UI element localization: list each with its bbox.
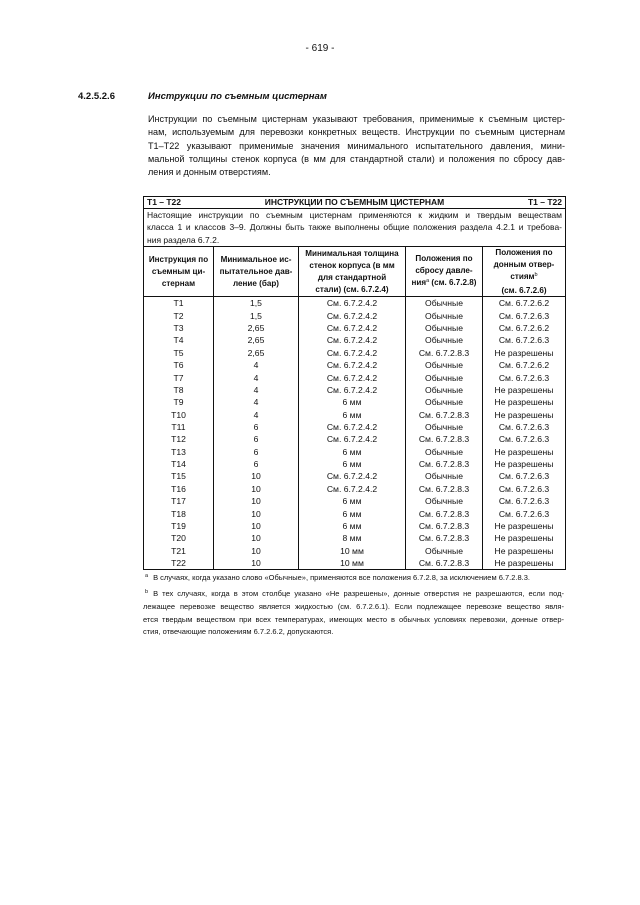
footnote-b — [143, 588, 564, 638]
cell-test-pressure: 10 — [214, 545, 299, 557]
cell-test-pressure: 1,5 — [214, 310, 299, 322]
cell-instruction: Т8 — [144, 384, 214, 396]
cell-test-pressure: 6 — [214, 446, 299, 458]
cell-bottom-openings: Не разрешены — [483, 347, 566, 359]
cell-test-pressure: 4 — [214, 409, 299, 421]
cell-test-pressure: 10 — [214, 508, 299, 520]
column-header-line — [300, 272, 404, 284]
cell-instruction: Т17 — [144, 495, 214, 507]
cell-instruction: Т5 — [144, 347, 214, 359]
cell-bottom-openings: См. 6.7.2.6.3 — [483, 372, 566, 384]
intro-line: Инструкции по съемным цистернам указывают требования, применимые к съемным цистер- — [148, 114, 565, 124]
table-title-cell — [144, 197, 566, 209]
cell-bottom-openings: Не разрешены — [483, 532, 566, 544]
cell-instruction: Т7 — [144, 372, 214, 384]
footnotes — [143, 572, 564, 638]
cell-bottom-openings: Не разрешены — [483, 545, 566, 557]
cell-instruction: Т16 — [144, 483, 214, 495]
cell-shell-thickness: См. 6.7.2.4.2 — [299, 372, 406, 384]
cell-bottom-openings: Не разрешены — [483, 557, 566, 570]
table-row — [144, 483, 566, 495]
cell-bottom-openings: См. 6.7.2.6.3 — [483, 483, 566, 495]
cell-instruction: Т12 — [144, 433, 214, 445]
footnote-mark: b — [145, 588, 149, 595]
cell-shell-thickness: 6 мм — [299, 520, 406, 532]
column-header-text: сбросу давле- — [415, 265, 473, 275]
column-header-line — [215, 254, 297, 266]
cell-instruction: Т10 — [144, 409, 214, 421]
footnote-line: ется твердым веществом при всех температурах, имеющих место в обычных условиях перевозки, донные отвер- — [143, 614, 564, 624]
column-header-text: съемным ци- — [151, 266, 206, 276]
column-header-line — [145, 254, 212, 266]
cell-bottom-openings: См. 6.7.2.6.2 — [483, 297, 566, 310]
column-header-text: Инструкция по — [148, 255, 209, 265]
cell-bottom-openings: См. 6.7.2.6.3 — [483, 433, 566, 445]
cell-pressure-relief: Обычные — [406, 322, 483, 334]
column-header-text: стиям — [510, 271, 535, 281]
cell-shell-thickness: 6 мм — [299, 458, 406, 470]
cell-pressure-relief: Обычные — [406, 396, 483, 408]
cell-shell-thickness: См. 6.7.2.4.2 — [299, 421, 406, 433]
table-row — [144, 384, 566, 396]
section-title: Инструкции по съемным цистернам — [148, 91, 327, 102]
cell-instruction: Т11 — [144, 421, 214, 433]
table-title-bar — [147, 197, 562, 208]
cell-test-pressure: 4 — [214, 384, 299, 396]
footnote-a — [143, 572, 564, 585]
cell-shell-thickness: См. 6.7.2.4.2 — [299, 334, 406, 346]
table-row — [144, 458, 566, 470]
column-header-line — [407, 277, 481, 291]
cell-pressure-relief: См. 6.7.2.8.3 — [406, 508, 483, 520]
intro-line: мальной толщины стенок корпуса (в мм для стандартной стали) и положения по сбросу дав- — [148, 153, 565, 164]
cell-instruction: Т21 — [144, 545, 214, 557]
column-header-text: для стандартной — [317, 272, 387, 282]
column-header-line — [407, 253, 481, 265]
column-header-line — [145, 266, 212, 278]
column-header-line — [300, 248, 404, 260]
cell-test-pressure: 10 — [214, 483, 299, 495]
cell-test-pressure: 2,65 — [214, 347, 299, 359]
cell-test-pressure: 2,65 — [214, 322, 299, 334]
table-row — [144, 470, 566, 482]
cell-pressure-relief: См. 6.7.2.8.3 — [406, 557, 483, 570]
cell-bottom-openings: См. 6.7.2.6.3 — [483, 421, 566, 433]
table-note-row — [144, 209, 566, 247]
column-header-line — [484, 247, 564, 259]
cell-pressure-relief: Обычные — [406, 545, 483, 557]
table-note-line: ния раздела 6.7.2. — [147, 234, 220, 245]
cell-test-pressure: 10 — [214, 495, 299, 507]
intro-line: Т1–Т22 указывают применимые значения минимального испытательного давления, мини- — [148, 140, 565, 151]
cell-bottom-openings: См. 6.7.2.6.3 — [483, 508, 566, 520]
column-header-text: Положения по — [495, 248, 553, 258]
cell-instruction: Т15 — [144, 470, 214, 482]
cell-pressure-relief: См. 6.7.2.8.3 — [406, 409, 483, 421]
table-row — [144, 347, 566, 359]
footnote-line — [143, 588, 564, 601]
cell-instruction: Т4 — [144, 334, 214, 346]
cell-shell-thickness: См. 6.7.2.4.2 — [299, 297, 406, 310]
cell-shell-thickness: 10 мм — [299, 557, 406, 570]
cell-pressure-relief: Обычные — [406, 421, 483, 433]
cell-test-pressure: 4 — [214, 372, 299, 384]
intro-line: ления и донным отверстиям. — [148, 167, 271, 178]
cell-pressure-relief: См. 6.7.2.8.3 — [406, 458, 483, 470]
cell-instruction: Т1 — [144, 297, 214, 310]
cell-pressure-relief: Обычные — [406, 297, 483, 310]
table-title: ИНСТРУКЦИИ ПО СЪЕМНЫМ ЦИСТЕРНАМ — [264, 197, 445, 207]
cell-pressure-relief: Обычные — [406, 359, 483, 371]
cell-shell-thickness: См. 6.7.2.4.2 — [299, 310, 406, 322]
cell-shell-thickness: 6 мм — [299, 508, 406, 520]
cell-instruction: Т9 — [144, 396, 214, 408]
cell-shell-thickness: См. 6.7.2.4.2 — [299, 483, 406, 495]
section-number: 4.2.5.2.6 — [78, 91, 115, 102]
column-header-text: донным отвер- — [493, 260, 555, 270]
cell-shell-thickness: См. 6.7.2.4.2 — [299, 359, 406, 371]
column-header-text: Положения по — [415, 254, 473, 264]
cell-test-pressure: 1,5 — [214, 297, 299, 310]
table-row — [144, 322, 566, 334]
cell-shell-thickness: См. 6.7.2.4.2 — [299, 433, 406, 445]
cell-shell-thickness: 6 мм — [299, 495, 406, 507]
column-header-line — [145, 278, 212, 290]
table-row — [144, 495, 566, 507]
cell-shell-thickness: См. 6.7.2.4.2 — [299, 322, 406, 334]
footnote-reference: b — [534, 271, 538, 278]
cell-shell-thickness: 6 мм — [299, 409, 406, 421]
table-row — [144, 372, 566, 384]
cell-pressure-relief: См. 6.7.2.8.3 — [406, 532, 483, 544]
table-row — [144, 557, 566, 570]
cell-shell-thickness: 8 мм — [299, 532, 406, 544]
footnote-line: лежащее перевозке вещество является жидкостью (см. 6.7.2.6.1). Если подлежащее перевозке вещество явля- — [143, 602, 564, 612]
column-header-text: пытательное дав- — [219, 266, 293, 276]
cell-shell-thickness: 6 мм — [299, 446, 406, 458]
table-row — [144, 359, 566, 371]
column-header-text: ление (бар) — [233, 278, 279, 288]
cell-pressure-relief: Обычные — [406, 470, 483, 482]
cell-instruction: Т19 — [144, 520, 214, 532]
cell-instruction: Т14 — [144, 458, 214, 470]
column-header-line — [484, 259, 564, 271]
table-note-line: класса 1 и классов 3–9. Должны быть также выполнены общие положения раздела 4.2.1 и требова- — [147, 222, 563, 233]
cell-bottom-openings: Не разрешены — [483, 446, 566, 458]
cell-shell-thickness: См. 6.7.2.4.2 — [299, 384, 406, 396]
table-row — [144, 297, 566, 310]
table-row — [144, 310, 566, 322]
cell-bottom-openings: Не разрешены — [483, 458, 566, 470]
column-header-instruction — [144, 247, 214, 297]
table-title-row — [144, 197, 566, 209]
cell-bottom-openings: См. 6.7.2.6.3 — [483, 310, 566, 322]
footnote-text: В тех случаях, когда в этом столбце указано «Не разрешены», донные отверстия не разрешаются, если под- — [153, 588, 564, 598]
cell-pressure-relief: Обычные — [406, 446, 483, 458]
cell-bottom-openings: Не разрешены — [483, 396, 566, 408]
cell-test-pressure: 10 — [214, 532, 299, 544]
cell-bottom-openings: Не разрешены — [483, 409, 566, 421]
cell-instruction: Т22 — [144, 557, 214, 570]
table-row — [144, 532, 566, 544]
cell-pressure-relief: См. 6.7.2.8.3 — [406, 483, 483, 495]
footnote-text: В случаях, когда указано слово «Обычные», применяются все положения 6.7.2.8, за исключением 6.7.2.8.3. — [153, 573, 530, 582]
footnote-mark: a — [145, 573, 149, 579]
table-row — [144, 508, 566, 520]
cell-shell-thickness: 10 мм — [299, 545, 406, 557]
column-header-text: (см. 6.7.2.8) — [429, 277, 477, 287]
cell-shell-thickness: См. 6.7.2.4.2 — [299, 470, 406, 482]
cell-test-pressure: 2,65 — [214, 334, 299, 346]
table-note-line: Настоящие инструкции по съемным цистернам применяются к жидким и твердым веществам — [147, 210, 563, 220]
column-header-text: стернам — [161, 278, 196, 288]
cell-test-pressure: 6 — [214, 433, 299, 445]
intro-paragraph — [148, 113, 565, 179]
column-header-line — [215, 278, 297, 290]
column-header-line — [215, 266, 297, 278]
cell-bottom-openings: См. 6.7.2.6.3 — [483, 470, 566, 482]
column-header-line — [300, 260, 404, 272]
cell-shell-thickness: См. 6.7.2.4.2 — [299, 347, 406, 359]
cell-test-pressure: 10 — [214, 520, 299, 532]
cell-pressure-relief: См. 6.7.2.8.3 — [406, 520, 483, 532]
cell-test-pressure: 4 — [214, 359, 299, 371]
cell-shell-thickness: 6 мм — [299, 396, 406, 408]
column-header-text: стенок корпуса (в мм — [309, 261, 395, 271]
cell-bottom-openings: См. 6.7.2.6.2 — [483, 322, 566, 334]
table-row — [144, 409, 566, 421]
column-header-shell-thickness — [299, 247, 406, 297]
column-header-line — [484, 285, 564, 297]
cell-instruction: Т20 — [144, 532, 214, 544]
column-header-line — [407, 265, 481, 277]
intro-line: нам, используемым для перевозки конкретных веществ. Инструкции по съемным цистернам — [148, 127, 565, 138]
table-title-right: Т1 – Т22 — [527, 197, 563, 207]
cell-bottom-openings: Не разрешены — [483, 520, 566, 532]
cell-bottom-openings: См. 6.7.2.6.3 — [483, 495, 566, 507]
cell-pressure-relief: Обычные — [406, 384, 483, 396]
cell-pressure-relief: Обычные — [406, 334, 483, 346]
cell-pressure-relief: См. 6.7.2.8.3 — [406, 347, 483, 359]
column-header-line — [484, 271, 564, 285]
column-header-text: Минимальное ис- — [220, 255, 292, 265]
portable-tank-instructions-table — [143, 196, 566, 570]
cell-test-pressure: 4 — [214, 396, 299, 408]
table-row — [144, 433, 566, 445]
cell-test-pressure: 6 — [214, 421, 299, 433]
column-header-line — [300, 284, 404, 296]
cell-instruction: Т2 — [144, 310, 214, 322]
cell-instruction: Т18 — [144, 508, 214, 520]
table-row — [144, 446, 566, 458]
table-row — [144, 334, 566, 346]
cell-instruction: Т13 — [144, 446, 214, 458]
cell-pressure-relief: См. 6.7.2.8.3 — [406, 433, 483, 445]
cell-instruction: Т6 — [144, 359, 214, 371]
column-header-text: Минимальная толщина — [305, 249, 399, 259]
cell-bottom-openings: Не разрешены — [483, 384, 566, 396]
cell-instruction: Т3 — [144, 322, 214, 334]
cell-test-pressure: 10 — [214, 557, 299, 570]
column-header-test-pressure — [214, 247, 299, 297]
cell-test-pressure: 10 — [214, 470, 299, 482]
table-note — [144, 209, 566, 247]
table-row — [144, 545, 566, 557]
column-header-text: (см. 6.7.2.6) — [501, 285, 547, 295]
cell-pressure-relief: Обычные — [406, 310, 483, 322]
table-row — [144, 396, 566, 408]
column-header-pressure-relief — [406, 247, 483, 297]
table-header-row — [144, 247, 566, 297]
column-header-text: стали) (см. 6.7.2.4) — [315, 284, 389, 294]
cell-pressure-relief: Обычные — [406, 495, 483, 507]
table-title-left: Т1 – Т22 — [147, 197, 182, 207]
column-header-text: ния — [411, 277, 427, 287]
table-row — [144, 421, 566, 433]
table-row — [144, 520, 566, 532]
page-number: - 619 - — [305, 43, 335, 54]
footnote-line: стия, отвечающие положениям 6.7.2.6.2, допускаются. — [143, 626, 334, 636]
footnote-reference: a — [426, 277, 430, 284]
cell-bottom-openings: См. 6.7.2.6.3 — [483, 334, 566, 346]
cell-test-pressure: 6 — [214, 458, 299, 470]
column-header-bottom-openings — [483, 247, 566, 297]
cell-pressure-relief: Обычные — [406, 372, 483, 384]
cell-bottom-openings: См. 6.7.2.6.2 — [483, 359, 566, 371]
